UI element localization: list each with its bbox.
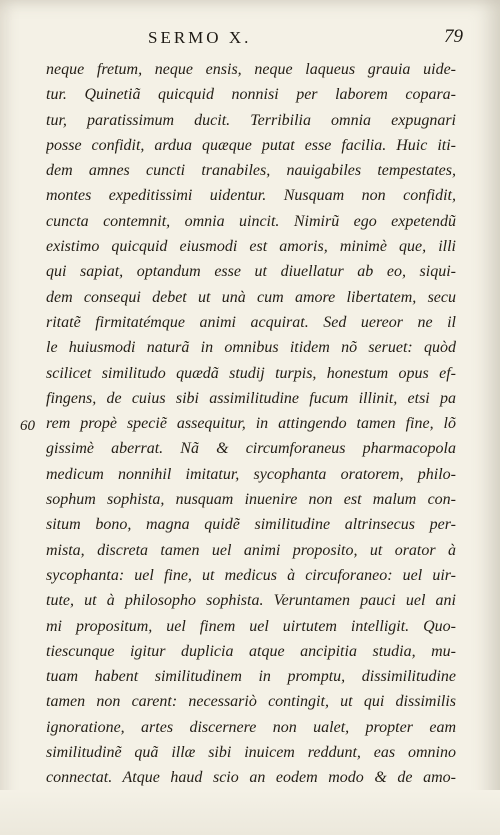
text-line: medicum nonnihil imitatur, sycophanta oratorem, philo- [46,465,456,483]
text-line: tuam habent similitudinem in promptu, dissimilitudine [46,668,456,686]
text-line: rem propè speciẽ assequitur, in attingendo tamen fine, lõ [46,415,456,433]
text-line: similitudinẽ quã illæ sibi inuicem reddunt, eas omnino [46,744,456,762]
text-line: qui sapiat, optandum esse ut diuellatur ab eo, siqui- [46,263,456,281]
text-line: le huiusmodi naturã in omnibus itidem nõ seruet: quòd [46,339,456,357]
text-line: gissimè aberrat. Nã & circumforaneus pharmacopola [46,440,456,458]
running-title: SERMO X. [148,28,252,47]
text-line: dem consequi debet ut unà cum amore libertatem, secu [46,288,456,306]
text-line: posse confidit, ardua quæque putat esse facilia. Huic iti- [46,136,456,154]
text-line: tur, paratissimum ducit. Terribilia omnia expugnari [46,111,456,129]
text-line: tiescunque igitur duplicia atque ancipitia studia, mu- [46,642,456,660]
text-line: ritatẽ firmitatémque animi acquirat. Sed uereor ne il [46,313,456,331]
body-text [46,57,456,816]
margin-line-number: 60 [20,418,35,434]
text-line: scilicet similitudo quædã studij turpis, honestum opus ef- [46,364,456,382]
text-line: fingens, de cuius sibi assimilitudine fucum illinit, etsi pa [46,389,456,407]
text-line: sophum sophista, nusquam inuenire non est malum con- [46,491,456,509]
text-line: tamen non carent: necessariò contingit, ut qui dissimilis [46,693,456,711]
text-line: mista, discreta tamen uel animi proposito, ut orator à [46,541,456,559]
text-line: mi propositum, uel finem uel uirtutem intelligit. Quo- [46,617,456,635]
text-line: existimo quicquid eiusmodi est amoris, minimè que, illi [46,238,456,256]
page-bottom-margin [0,790,500,835]
text-line: situm bono, magna quidẽ similitudine altrinsecus per- [46,516,456,534]
text-line: cuncta contemnit, omnia uincit. Nimirũ ego expetendũ [46,212,456,230]
text-line: neque fretum, neque ensis, neque laqueus grauia uide- [46,61,456,78]
text-line: sycophanta: uel fine, ut medicus à circuforaneo: uel uir- [46,566,456,584]
text-line: ignoratione, artes discernere non ualet, propter eam [46,718,456,736]
text-line: dem amnes cuncti tranabiles, nauigabiles tempestates, [46,162,456,180]
page-number: 79 [444,26,463,47]
text-line: connectat. Atque haud scio an eodem modo & de amo- [46,769,456,787]
text-line: tur. Quinetiã quicquid nonnisi per laborem copara- [46,86,456,104]
text-line: tute, ut à philosopho sophista. Veruntamen pauci uel ani [46,592,456,610]
text-line: montes expeditissimi uidentur. Nusquam non confidit, [46,187,456,205]
page-header [0,26,500,50]
